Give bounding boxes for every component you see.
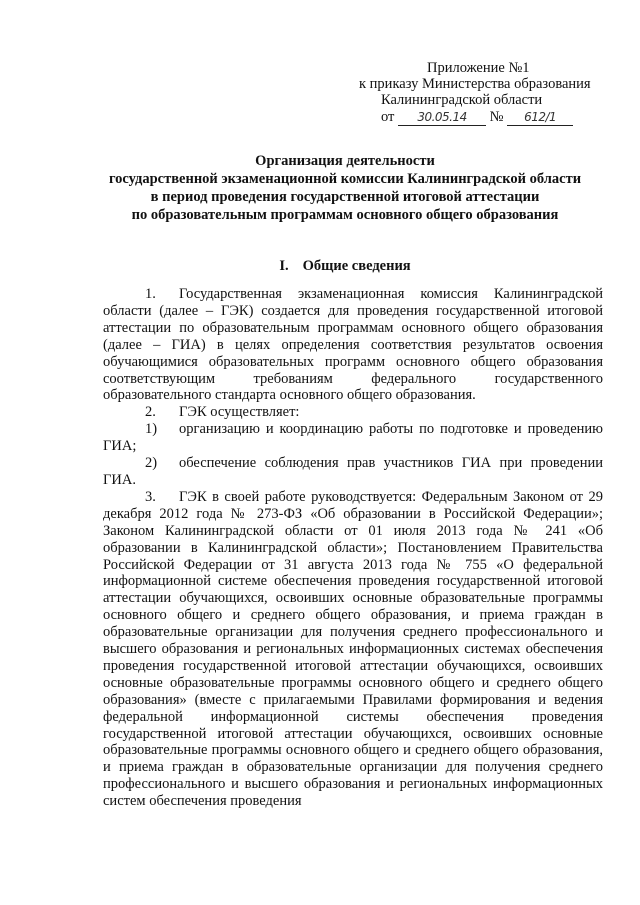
title-line-2: государственной экзаменационной комиссии Калининградской области	[108, 171, 582, 187]
appendix-header	[359, 60, 609, 126]
paragraph-text: Государственная экзаменационная комиссия Калининградской области (далее – ГЭК) создается для проведения государственной итоговой аттестации по образовательным программам основного общего образования (далее – ГИА) в целях определения соответствия результатов освоения обучающимися образовательных программ основного общего образования соответствующим требованиям федерального государственного образовательного стандарта основного общего образования.	[103, 286, 603, 404]
handwritten-number: 612/1	[507, 109, 573, 126]
paragraph-number: 2.	[145, 404, 156, 421]
paragraph-text: обеспечение соблюдения прав участников ГИА при проведении ГИА.	[103, 455, 603, 488]
title-line-4: по образовательным программам основного общего образования	[131, 207, 559, 223]
paragraph	[103, 421, 603, 455]
title-line-3: в период проведения государственной итоговой аттестации	[150, 189, 540, 205]
paragraph-number: 3.	[145, 488, 156, 505]
number-label: №	[489, 109, 504, 125]
paragraph-number: 2)	[145, 455, 158, 472]
handwritten-date: 30.05.14	[398, 109, 486, 126]
paragraph-number: 1)	[145, 421, 158, 438]
paragraph-text: организацию и координацию работы по подготовке и проведению ГИА;	[103, 421, 603, 455]
paragraph	[103, 455, 603, 489]
document-title	[60, 152, 630, 224]
paragraph	[103, 489, 603, 810]
paragraph	[103, 286, 603, 404]
appendix-date-number	[359, 109, 609, 126]
section-numeral: I.	[279, 258, 289, 274]
paragraph-number: 1.	[145, 286, 156, 302]
title-line-1: Организация деятельности	[255, 153, 435, 169]
paragraph-text: ГЭК в своей работе руководствуется: Федеральным Законом от 29 декабря 2012 года № 273-ФЗ «Об образовании в Российской Федерации»; Законом Калининградской области от 01 июля 2013 года № 241 «Об образовании в Калининградской области»; Постановлением Правительства Российской Федерации от 31 августа 2013 года № 755 «О федеральной информационной системе обеспечения проведения государственной итоговой аттестации обучающихся, освоивших основные образовательные программы основного общего и среднего общего образования, и приема граждан в образовательные организации для получения среднего профессионального и высшего образования и региональных информационных системах обеспечения проведения государственной итоговой аттестации обучающихся, освоивших основные образовательные программы основного общего и среднего общего образования» (вместе с прилагаемыми Правилами формирования и ведения федеральной информационной системы обеспечения проведения государственной итоговой аттестации обучающихся, освоивших основные образовательные программы основного общего и среднего общего образования, и приема граждан в образовательные организации для получения среднего профессионального и высшего образования и региональных информационных систем обеспечения проведения	[103, 488, 603, 810]
paragraph	[103, 404, 603, 421]
document-body	[103, 286, 603, 810]
section-title: Общие сведения	[302, 258, 411, 274]
date-prefix: от	[381, 109, 395, 125]
appendix-region: Калининградской области	[381, 92, 543, 108]
appendix-order-ref: к приказу Министерства образования	[359, 76, 591, 92]
paragraph-text: ГЭК осуществляет:	[179, 404, 300, 421]
appendix-title: Приложение №1	[427, 60, 530, 76]
section-heading	[60, 257, 630, 275]
